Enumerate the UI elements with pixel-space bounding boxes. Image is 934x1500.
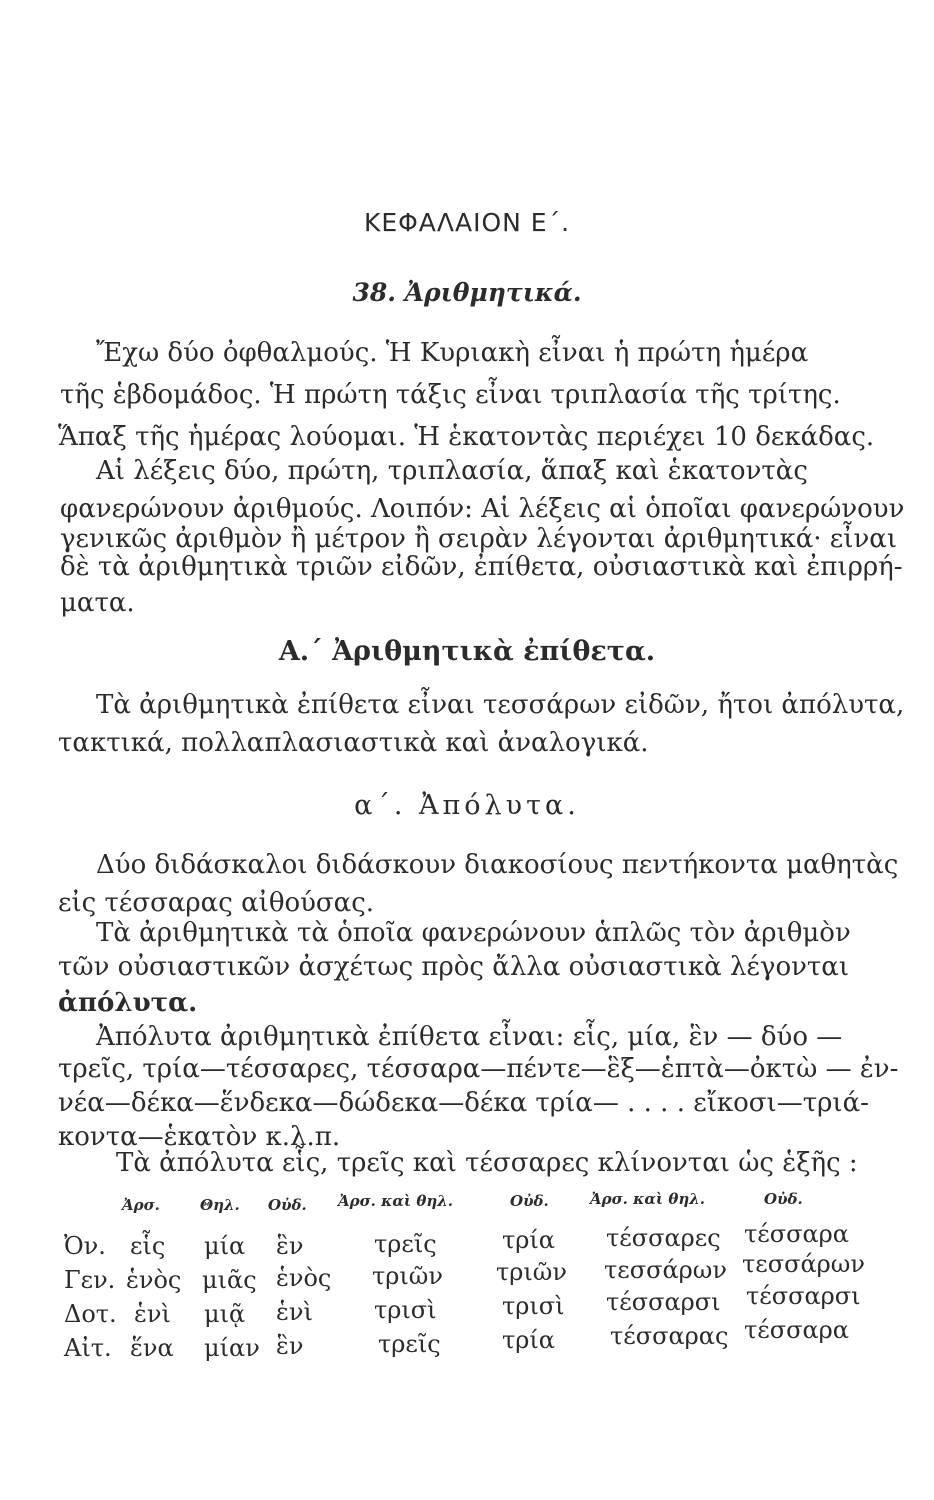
table-cell: τέσσαρας bbox=[610, 1322, 729, 1350]
heading-cardinals: α΄. Ἀπόλυτα. bbox=[354, 790, 580, 821]
table-header: Θηλ. bbox=[200, 1196, 240, 1214]
table-cell: τρεῖς bbox=[374, 1230, 437, 1258]
text-line: κοντα—ἑκατὸν κ.λ.π. bbox=[58, 1122, 341, 1152]
text-line: Τὰ ἀριθμητικὰ τὰ ὁποῖα φανερώνουν ἁπλῶς τὸν ἀριθμὸν bbox=[96, 918, 851, 948]
table-cell: ἕνα bbox=[130, 1334, 174, 1362]
text-line: γενικῶς ἀριθμὸν ἢ μέτρον ἢ σειρὰν λέγονται ἀριθμητικά· εἶναι bbox=[60, 524, 898, 554]
text-line: τῶν οὐσιαστικῶν ἀσχέτως πρὸς ἄλλα οὐσιαστικὰ λέγονται bbox=[58, 952, 850, 982]
table-header: Οὐδ. bbox=[268, 1196, 307, 1214]
table-cell: τεσσάρων bbox=[742, 1250, 865, 1278]
table-cell: τέσσαρες bbox=[606, 1224, 721, 1252]
heading-numeral-adjectives: Α.΄ Ἀριθμητικὰ ἐπίθετα. bbox=[278, 636, 656, 667]
table-cell: τρισὶ bbox=[502, 1292, 565, 1320]
case-label: Δοτ. bbox=[64, 1300, 117, 1328]
section-title: 38. Ἀριθμητικά. bbox=[352, 278, 582, 307]
case-label: Αἰτ. bbox=[64, 1334, 112, 1362]
text-line: ἀπόλυτα. bbox=[58, 988, 198, 1018]
text-line: Τὰ ἀριθμητικὰ ἐπίθετα εἶναι τεσσάρων εἰδῶν, ἤτοι ἀπόλυτα, bbox=[96, 690, 905, 720]
case-label: Ὀν. bbox=[64, 1232, 106, 1260]
text-line: τακτικά, πολλαπλασιαστικὰ καὶ ἀναλογικά. bbox=[58, 728, 649, 758]
table-cell: ἑνὸς bbox=[276, 1264, 332, 1292]
text-line: Αἱ λέξεις δύο, πρώτη, τριπλασία, ἅπαξ καὶ ἑκατοντὰς bbox=[96, 456, 808, 486]
table-cell: ἓν bbox=[276, 1332, 304, 1360]
table-header: Ἀρσ. bbox=[122, 1196, 160, 1214]
table-header: Ἀρσ. καὶ θηλ. bbox=[590, 1190, 706, 1208]
table-header: Οὐδ. bbox=[764, 1190, 803, 1208]
table-cell: ἑνὶ bbox=[134, 1300, 171, 1328]
chapter-title: ΚΕΦΑΛΑΙΟΝ Ε΄. bbox=[363, 208, 571, 237]
table-cell: ἑνὶ bbox=[276, 1298, 313, 1326]
text-line: Ἔχω δύο ὀφθαλμούς. Ἡ Κυριακὴ εἶναι ἡ πρώτη ἡμέρα bbox=[96, 338, 809, 368]
text-line: Δύο διδάσκαλοι διδάσκουν διακοσίους πεντήκοντα μαθητὰς bbox=[96, 850, 899, 880]
text-line: Τὰ ἀπόλυτα εἷς, τρεῖς καὶ τέσσαρες κλίνονται ὡς ἑξῆς : bbox=[116, 1148, 858, 1178]
table-cell: τέσσαρα bbox=[744, 1316, 849, 1344]
text-line: φανερώνουν ἀριθμούς. Λοιπόν: Αἱ λέξεις αἱ ὁποῖαι φανερώνουν bbox=[60, 494, 905, 524]
table-cell: ἑνὸς bbox=[126, 1266, 182, 1294]
table-cell: τέσσαρσι bbox=[606, 1288, 721, 1316]
text-line: Ἀπόλυτα ἀριθμητικὰ ἐπίθετα εἶναι: εἷς, μία, ἓν — δύο — bbox=[96, 1022, 843, 1052]
table-cell: τέσσαρσι bbox=[746, 1282, 861, 1310]
table-cell: τρία bbox=[502, 1226, 556, 1254]
case-label: Γεν. bbox=[64, 1266, 116, 1294]
table-cell: τρία bbox=[502, 1326, 556, 1354]
table-cell: μία bbox=[204, 1232, 246, 1260]
table-cell: τριῶν bbox=[496, 1258, 567, 1286]
text-line: Ἅπαξ τῆς ἡμέρας λούομαι. Ἡ ἑκατοντὰς περιέχει 10 δεκάδας. bbox=[58, 422, 875, 452]
text-line: ματα. bbox=[60, 588, 135, 618]
text-line: δὲ τὰ ἀριθμητικὰ τριῶν εἰδῶν, ἐπίθετα, οὐσιαστικὰ καὶ ἐπιρρή- bbox=[60, 552, 903, 582]
table-cell: τριῶν bbox=[372, 1262, 443, 1290]
table-header: Ἀρσ. καὶ θηλ. bbox=[338, 1192, 454, 1210]
table-cell: μιᾷ bbox=[204, 1300, 246, 1328]
text-line: τρεῖς, τρία—τέσσαρες, τέσσαρα—πέντε—ἓξ—ἑπτὰ—ὀκτὼ — ἐν- bbox=[58, 1054, 899, 1084]
table-cell: ἓν bbox=[276, 1232, 304, 1260]
text-line: εἰς τέσσαρας αἰθούσας. bbox=[58, 888, 375, 918]
table-cell: τεσσάρων bbox=[604, 1256, 727, 1284]
table-cell: εἷς bbox=[130, 1232, 166, 1260]
table-cell: μίαν bbox=[204, 1334, 260, 1362]
text-line: τῆς ἑβδομάδος. Ἡ πρώτη τάξις εἶναι τριπλασία τῆς τρίτης. bbox=[60, 380, 841, 410]
table-cell: τρεῖς bbox=[378, 1330, 441, 1358]
table-cell: τρισὶ bbox=[374, 1296, 437, 1324]
table-cell: τέσσαρα bbox=[744, 1220, 849, 1248]
table-cell: μιᾶς bbox=[202, 1266, 257, 1294]
text-line: νέα—δέκα—ἕνδεκα—δώδεκα—δέκα τρία— . . . . εἴκοσι—τριά- bbox=[58, 1088, 869, 1118]
table-header: Οὐδ. bbox=[510, 1192, 549, 1210]
